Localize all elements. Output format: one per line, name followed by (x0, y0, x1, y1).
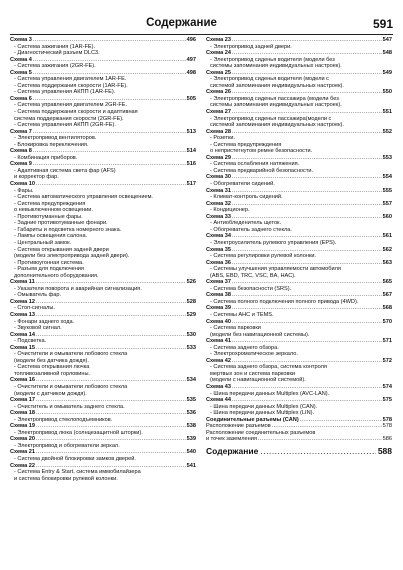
toc-entry[interactable] (206, 319, 392, 339)
toc-entry-label: Схема 15 (10, 344, 35, 351)
toc-entry-page: 560 (382, 213, 392, 220)
toc-entry[interactable] (206, 89, 392, 109)
dot-leader (232, 201, 382, 208)
toc-entry-label: Схема 39 (206, 305, 231, 312)
toc-entry-label: Схема 38 (206, 292, 231, 299)
toc-entry[interactable] (206, 358, 392, 384)
toc-entry-page: 547 (382, 37, 392, 43)
toc-right-entries (206, 37, 392, 423)
toc-entry-label: Схема 37 (206, 279, 231, 286)
toc-entry-item: - Система Entry & Start, система иммобилайзера (14, 469, 141, 476)
toc-entry-item: - Очистители и омыватели лобового стекла (14, 383, 128, 390)
toc-entry-item: - Электропривод вентиляторов. (14, 135, 97, 142)
toc-entry-page: 565 (382, 279, 392, 286)
toc-entry[interactable] (206, 260, 392, 280)
toc-entry[interactable] (206, 247, 392, 260)
toc-entry-item: - Блокировка переключения. (14, 141, 89, 148)
toc-entry-label: Схема 22 (10, 462, 35, 469)
dot-leader (36, 332, 186, 339)
toc-entry-page: 557 (382, 200, 392, 207)
toc-entry-item: (модели с датчиком дождя). (14, 390, 87, 397)
toc-entry[interactable] (10, 332, 196, 345)
toc-entry-heading (206, 50, 392, 57)
toc-entry-heading (206, 89, 392, 96)
toc-entry-item: о непристегнутом ремне безопасности. (210, 148, 313, 155)
toc-entry-item: (модели без электропривода задней двери). (14, 253, 130, 260)
dot-leader (232, 37, 382, 44)
dot-leader (36, 279, 186, 286)
toc-entry-label: Схема 42 (206, 357, 231, 364)
toc-entry-item: системы запоминания индивидуальных настроек). (210, 63, 342, 70)
toc-entry-item: - Система поддержания скорости (1AR-FE). (14, 82, 128, 89)
toc-entry-label: Схема 40 (206, 318, 231, 325)
toc-entry-page: 516 (186, 161, 196, 168)
toc-entry-heading (206, 37, 392, 44)
toc-entry-item: - Разъем для подключения (14, 266, 84, 273)
dot-leader (232, 305, 382, 312)
toc-entry-item: - Фонари заднего хода. (14, 318, 75, 325)
toc-entry-page: 553 (382, 154, 392, 161)
toc-entry-page: 551 (382, 109, 392, 116)
toc-entry[interactable] (206, 188, 392, 201)
toc-entry-item: - Габариты и подсветка номерного знака. (14, 226, 122, 233)
toc-entry-item: - Система зажигания (2GR-FE). (14, 63, 96, 70)
toc-entry-item: - Система предварийной безопасности. (210, 167, 314, 174)
toc-entry-item: - Система открывания лючка (14, 364, 90, 371)
dot-leader (232, 50, 382, 57)
toc-entry-item: - Обогреватель заднего стекла. (210, 226, 292, 233)
toc-entry-page: 540 (186, 449, 196, 456)
toc-entry-item: - Системы AHC и TEMS. (210, 311, 274, 318)
dot-leader (260, 446, 375, 457)
toc-entry-item: о невыключенном освещении. (14, 207, 93, 214)
toc-entry-item: (модели без датчика дождя). (14, 357, 89, 364)
toc-entry[interactable] (206, 50, 392, 70)
toc-entry-heading (206, 233, 392, 240)
toc-entry-item: - Антиобледенитель щеток. (210, 220, 282, 227)
toc-entry-heading (206, 305, 392, 312)
toc-entry[interactable] (206, 384, 392, 397)
toc-entry-item: (ABS, EBD, TRC, VSC, BA, HAC). (210, 272, 296, 279)
toc-entry-item: мертвых зон и система парковки (210, 370, 296, 377)
toc-entry[interactable] (10, 161, 196, 181)
toc-entry-label: Схема 44 (206, 397, 231, 404)
toc-entry-heading (206, 397, 392, 404)
toc-entry-item: топливозаливной горловины. (14, 370, 91, 377)
toc-entry-page: 535 (186, 397, 196, 404)
toc-entry-page: 570 (382, 318, 392, 325)
toc-entry-item: - Розетки. (210, 135, 236, 142)
toc-entry-label: Схема 28 (206, 128, 231, 135)
toc-entry-heading (206, 338, 392, 345)
toc-entry-label: Схема 13 (10, 311, 35, 318)
toc-entry-label: Схема 27 (206, 109, 231, 116)
toc-entry-item: - Электропривод сиденья водителя (модели без (210, 56, 335, 63)
toc-entry[interactable] (10, 279, 196, 299)
toc-entry-page: 534 (186, 377, 196, 384)
toc-entry[interactable] (206, 129, 392, 155)
toc-right-extra (206, 423, 392, 443)
toc-entry-item: - Электропривод сиденья пассажира(модели с (210, 115, 332, 122)
toc-entry[interactable] (206, 397, 392, 417)
toc-entry-item: - Фары. (14, 187, 34, 194)
toc-entry-label: Схема 7 (10, 128, 32, 135)
toc-entry-heading (10, 436, 196, 443)
toc-right-column (206, 37, 392, 457)
toc-entry-label: Схема 16 (10, 377, 35, 384)
toc-entry-heading (206, 109, 392, 116)
dot-leader (36, 436, 186, 443)
toc-entry-heading (206, 279, 392, 286)
dot-leader (232, 292, 382, 299)
toc-entry-label: Схема 26 (206, 89, 231, 96)
toc-entry[interactable] (206, 305, 392, 318)
dot-leader (232, 129, 382, 136)
toc-entry-page: 574 (382, 383, 392, 390)
toc-entry-item: - Шина передачи данных Multiplex (AVC-LAN). (210, 390, 330, 397)
toc-entry-item: - Система заднего обзора. (210, 344, 279, 351)
dot-leader (36, 181, 186, 188)
toc-entry-label: Схема 10 (10, 181, 35, 188)
dot-leader (232, 338, 382, 345)
toc-entry-item: системой запоминания индивидуальных настроек). (210, 82, 344, 89)
toc-entry[interactable] (10, 57, 196, 70)
toc-entry-item: - Шина передачи данных Multiplex (LIN). (210, 410, 315, 417)
toc-entry-item: - Система автоматического управления освещением. (14, 194, 153, 201)
toc-entry-page: 575 (382, 397, 392, 404)
toc-grand-entry[interactable] (206, 446, 392, 457)
toc-entry-heading (10, 410, 196, 417)
toc-entry-item: - Звуковой сигнал. (14, 325, 62, 332)
toc-entry-page: 539 (186, 436, 196, 443)
toc-entry-page: 571 (382, 338, 392, 345)
toc-entry-item: - Диагностический разъем DLC3. (14, 50, 100, 57)
toc-entry-page: 529 (186, 311, 196, 318)
toc-entry-item: - Система управления двигателем 2GR-FE. (14, 102, 128, 109)
toc-entry-page: 572 (382, 357, 392, 364)
toc-entry-item: - Адаптивная система света фар (AFS) (14, 167, 116, 174)
toc-entry-item: - Электропривод сиденья водителя (модели с (210, 76, 329, 83)
toc-grand-label: Содержание (206, 445, 259, 456)
toc-entry-label: Схема 25 (206, 69, 231, 76)
toc-entry[interactable] (10, 37, 196, 57)
toc-entry-item: - Системы улучшения управляемости автомобиля (210, 266, 341, 273)
dot-leader (232, 397, 382, 404)
toc-entry-item: - Система управления АКПП (1AR-FE). (14, 89, 116, 96)
toc-entry-page: 530 (186, 331, 196, 338)
toc-entry-page: 541 (186, 462, 196, 469)
toc-entry-item: - Система предупреждения (14, 200, 86, 207)
toc-entry-item: - Система полного подключения полного привода (4WD). (210, 298, 359, 305)
toc-entry-label: Схема 4 (10, 56, 32, 63)
toc-entry-item: дополнительного оборудования. (14, 272, 99, 279)
toc-entry-item: - Очиститель и омыватель заднего стекла. (14, 403, 125, 410)
toc-entry-item: - Подсветка. (14, 338, 47, 345)
toc-entry-item: - Система зажигания (1AR-FE). (14, 43, 96, 50)
toc-grand-page: 588 (377, 445, 392, 456)
toc-plain-label: Расположение соединительных разъемов (206, 429, 316, 436)
toc-entry-label: Схема 9 (10, 161, 32, 168)
dot-leader (258, 436, 382, 443)
toc-entry-item: - Электроусилитель рулевого управления (EPS). (210, 239, 337, 246)
toc-entry-heading (10, 279, 196, 286)
toc-entry-page: 562 (382, 246, 392, 253)
page-header (10, 17, 393, 33)
toc-entry-label: Схема 8 (10, 148, 32, 155)
dot-leader (232, 384, 382, 391)
toc-entry-label: Схема 24 (206, 50, 231, 57)
dot-leader (232, 279, 382, 286)
toc-entry-item: - Задние противотуманные фонари. (14, 220, 108, 227)
toc-entry-page: 497 (186, 56, 196, 63)
toc-entry-page: 568 (382, 305, 392, 312)
toc-entry-page: 533 (186, 344, 196, 351)
toc-entry[interactable] (10, 436, 196, 449)
toc-entry-item: - Очистители и омыватели лобового стекла (14, 351, 128, 358)
toc-entry-page: 513 (186, 128, 196, 135)
toc-entry-heading (10, 423, 196, 430)
dot-leader (36, 410, 186, 417)
toc-entry[interactable] (206, 201, 392, 214)
toc-entry-item: - Система открывания задней двери (14, 246, 109, 253)
toc-entry-item: - Климат-контроль сидений. (210, 194, 283, 201)
toc-entry-label: Схема 23 (206, 37, 231, 43)
toc-entry-label: Схема 17 (10, 397, 35, 404)
toc-plain-label: и точек заземления (206, 436, 257, 443)
toc-plain-entry[interactable] (206, 436, 392, 443)
dot-leader (36, 423, 186, 430)
toc-entry[interactable] (10, 463, 196, 483)
toc-entry[interactable] (206, 233, 392, 246)
toc-entry-label: Схема 35 (206, 246, 231, 253)
toc-entry-label: Схема 21 (10, 449, 35, 456)
toc-entry-item: - Противотуманные фары. (14, 213, 83, 220)
toc-entry-item: - Электропривод стеклоподъемников. (14, 416, 113, 423)
toc-entry-item: (модели без навигационной системы). (210, 331, 310, 338)
toc-entry-label: Схема 34 (206, 233, 231, 240)
toc-entry-item: - Система поддержания скорости и адаптивная (14, 109, 138, 116)
toc-entry-item: - Указатели поворота и аварийная сигнализация. (14, 285, 142, 292)
toc-entry-page: 526 (186, 279, 196, 286)
toc-entry-item: системой запоминания индивидуальных настроек). (210, 122, 344, 129)
toc-entry-item: (модели с навигационной системой). (210, 377, 306, 384)
toc-entry-page: 517 (186, 181, 196, 188)
toc-entry-item: - Система предупреждения (210, 141, 282, 148)
toc-entry-page: 536 (186, 410, 196, 417)
toc-entry-item: - Система регулировки рулевой колонки. (210, 253, 317, 260)
toc-entry-page: 563 (382, 259, 392, 266)
toc-entry-label: Схема 33 (206, 213, 231, 220)
toc-entry-page: 567 (382, 292, 392, 299)
toc-entry[interactable] (206, 214, 392, 234)
toc-entry[interactable] (206, 292, 392, 305)
dot-leader (232, 233, 382, 240)
toc-entry-item: и система блокировки рулевой колонки. (14, 475, 118, 482)
toc-entry-page: 548 (382, 50, 392, 57)
toc-entry[interactable] (206, 109, 392, 129)
toc-entry-item: - Система безопасности (SRS). (210, 285, 292, 292)
toc-entry[interactable] (10, 129, 196, 149)
toc-entry-item: - Лампы освещения салона. (14, 233, 88, 240)
toc-entry-heading (10, 37, 196, 44)
toc-entry-label: Схема 41 (206, 338, 231, 345)
toc-entry-item: - Противоугонная система. (14, 259, 84, 266)
toc-entry-page: 549 (382, 69, 392, 76)
toc-entry-item: и корректор фар. (14, 174, 59, 181)
toc-entry-label: Соединительные разъемы (CAN) (206, 416, 299, 423)
toc-entry-label: Схема 32 (206, 200, 231, 207)
toc-entry-heading (206, 384, 392, 391)
toc-entry-item: - Электропривод и обогреватели зеркал. (14, 442, 120, 449)
toc-entry-item: - Омыватель фар. (14, 292, 62, 299)
toc-entry[interactable] (10, 377, 196, 397)
toc-entry-item: - Система заднего обзора, система контроля (210, 364, 327, 371)
dot-leader (36, 299, 186, 306)
toc-entry[interactable] (10, 312, 196, 332)
toc-entry-item: - Комбинация приборов. (14, 154, 78, 161)
toc-entry[interactable] (10, 423, 196, 436)
toc-entry[interactable] (10, 345, 196, 378)
dot-leader (36, 397, 186, 404)
toc-entry-item: системы запоминания индивидуальных настроек). (210, 102, 342, 109)
toc-entry-item: - Система управления АКПП (2GR-FE). (14, 122, 116, 129)
toc-entry-label: Схема 6 (10, 95, 32, 102)
toc-entry-page: 528 (186, 298, 196, 305)
toc-entry-item: - Электрохроматическое зеркало. (210, 351, 298, 358)
dot-leader (232, 89, 382, 96)
toc-entry-page: 561 (382, 233, 392, 240)
toc-entry-item: - Электропривод сиденья пассажира (модели без (210, 95, 339, 102)
toc-entry-item: - Кондиционер. (210, 207, 250, 214)
toc-entry-page: 578 (382, 416, 392, 423)
toc-entry[interactable] (10, 299, 196, 312)
toc-entry-page: 514 (186, 148, 196, 155)
toc-entry-heading (10, 161, 196, 168)
toc-entry[interactable] (206, 70, 392, 90)
toc-plain-label: Расположение разъемов (206, 423, 271, 430)
toc-entry-label: Схема 14 (10, 331, 35, 338)
toc-entry-label: Схема 29 (206, 154, 231, 161)
dot-leader (33, 161, 186, 168)
page-title: Содержание (146, 17, 217, 29)
toc-entry-page: 552 (382, 128, 392, 135)
toc-entry-page: 554 (382, 174, 392, 181)
toc-entry-item: - Электропривод люка (солнцезащитной шторки). (14, 429, 143, 436)
toc-entry-item: - Система парковки (210, 325, 261, 332)
toc-entry-item: - Система ослабления натяжения. (210, 161, 300, 168)
toc-entry-page: 505 (186, 95, 196, 102)
toc-entry-item: - Электропривод задней двери. (210, 43, 292, 50)
toc-entry-heading (10, 397, 196, 404)
toc-entry[interactable] (10, 70, 196, 96)
toc-entry[interactable] (206, 279, 392, 292)
toc-entry-label: Схема 19 (10, 423, 35, 430)
toc-entry-label: Схема 43 (206, 383, 231, 390)
toc-entry-page: 550 (382, 89, 392, 96)
toc-entry[interactable] (206, 174, 392, 187)
toc-entry-item: - Обогреватели сидений. (210, 181, 275, 188)
toc-entry-item: - Система управления двигателем 1AR-FE. (14, 76, 127, 83)
toc-entry-item: - Стоп-сигналы. (14, 305, 55, 312)
header-divider (10, 34, 393, 35)
dot-leader (36, 312, 186, 319)
toc-entry[interactable] (10, 148, 196, 161)
toc-entry-item: - Шина передачи данных Multiplex (CAN). (210, 403, 318, 410)
toc-entry[interactable] (10, 410, 196, 423)
dot-leader (33, 148, 186, 155)
page-number: 591 (372, 17, 393, 31)
toc-entry[interactable] (10, 96, 196, 129)
toc-entry-label: Схема 20 (10, 436, 35, 443)
toc-entry-page: 538 (186, 423, 196, 430)
dot-leader (33, 37, 186, 44)
toc-entry[interactable] (206, 37, 392, 50)
toc-entry-heading (206, 292, 392, 299)
toc-entry-page: 496 (186, 37, 196, 43)
toc-entry-label: Схема 36 (206, 259, 231, 266)
toc-entry-heading (10, 148, 196, 155)
toc-entry-page: 555 (382, 187, 392, 194)
toc-entry-page: 498 (186, 69, 196, 76)
dot-leader (232, 109, 382, 116)
toc-entry[interactable] (10, 449, 196, 462)
toc-entry-heading (10, 312, 196, 319)
toc-entry-label: Схема 3 (10, 37, 32, 43)
toc-entry-label: Схема 12 (10, 298, 35, 305)
toc-entry-item: - Центральный замок. (14, 239, 72, 246)
toc-entry-label: Схема 30 (206, 174, 231, 181)
toc-entry-heading (10, 181, 196, 188)
toc-entry[interactable] (10, 181, 196, 279)
toc-entry-label: Схема 18 (10, 410, 35, 417)
toc-plain-page: 578 (382, 423, 392, 430)
toc-entry-label: Схема 31 (206, 187, 231, 194)
toc-entry-label: Схема 11 (10, 279, 35, 286)
toc-entry-label: Схема 5 (10, 69, 32, 76)
toc-entry-item: система поддержания скорости (2GR-FE). (14, 115, 124, 122)
toc-left-column (10, 37, 196, 482)
toc-plain-page: 586 (382, 436, 392, 443)
toc-entry[interactable] (206, 155, 392, 175)
toc-entry[interactable] (206, 338, 392, 358)
toc-entry[interactable] (10, 397, 196, 410)
toc-entry-item: - Система двойной блокировки замков дверей. (14, 456, 136, 462)
